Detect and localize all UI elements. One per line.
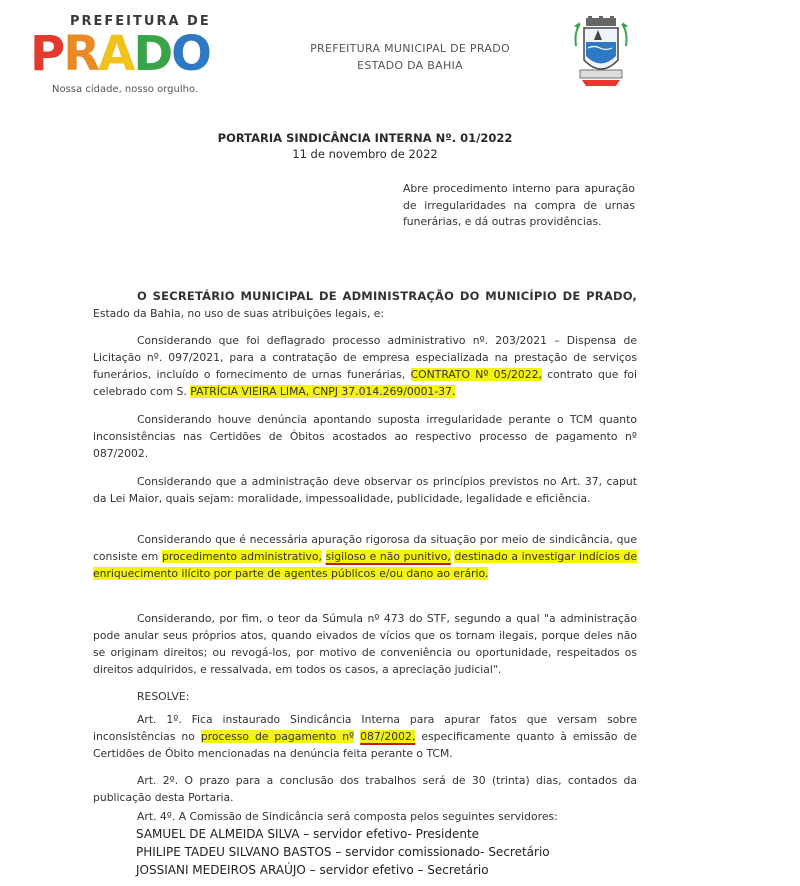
document-date: 11 de novembro de 2022 (292, 147, 438, 161)
highlight-payment-number: 087/2002, (360, 730, 416, 743)
intro-bold: O SECRETÁRIO MUNICIPAL DE ADMINISTRAÇÃO DO MUNICÍPIO DE PRADO, (137, 289, 637, 303)
paragraph-considering-4 (93, 531, 637, 582)
logo-letter: P (30, 26, 64, 82)
ementa: Abre procedimento interno para apuração de irregularidades na compra de urnas funerárias, e dá outras providências. (403, 182, 635, 228)
highlight-company: PATRÍCIA VIEIRA LIMA, CNPJ 37.014.269/0001-37. (190, 385, 456, 398)
c4-text-a: Considerando que é necessária apuração rigorosa da situação por meio de sindicância, que consiste em (93, 533, 637, 563)
paragraph-considering-5: Considerando, por fim, o teor da Súmula nº 473 do STF, segundo a qual "a administração pode anular seus próprios atos, quando eivados de vícios que os tornam ilegais, porque deles não se originam direitos; ou revogá-los, por motivo de conveniência ou oportunidade, respeitados os direitos adquiridos, e ressalvada, em todos os casos, a apreciação judicial". (93, 612, 637, 676)
paragraph-considering-3: Considerando que a administração deve observar os princípios previstos no Art. 37, caput da Lei Maior, quais sejam: moralidade, impessoalidade, publicidade, legalidade e eficiência. (93, 475, 637, 505)
article-4: Art. 4º. A Comissão de Sindicância será composta pelos seguintes servidores: (137, 810, 558, 823)
logo-wordmark (30, 28, 210, 80)
c1-text-a: Considerando que foi deflagrado processo administrativo nº. 203/2021 – Dispensa de Licitação nº. 097/2021, para a contratação de empresa especializada na prestação de serviços funerários, incluído o fornecimento de urnas funerárias, (93, 334, 637, 381)
highlight-payment-process: processo de pagamento nº (200, 730, 355, 743)
highlight-purpose: destinado a investigar indícios de enriquecimento ilícito por parte de agentes públicos e/ou dano ao erário. (93, 550, 637, 580)
intro-paragraph (93, 288, 637, 322)
document-title-block (200, 130, 530, 162)
committee-member: SAMUEL DE ALMEIDA SILVA – servidor efetivo- Presidente (136, 827, 480, 841)
logo-letter: O (171, 26, 210, 82)
art1-text-b: especificamente quanto à emissão de Certidões de Óbito mencionadas na denúncia feita perante o TCM. (93, 730, 638, 760)
paragraph-considering-2: Considerando houve denúncia apontando suposta irregularidade perante o TCM quanto inconsistências nas Certidões de Óbitos acostados ao respectivo processo de pagamento nº 087/2002. (93, 413, 637, 460)
document-title: PORTARIA SINDICÂNCIA INTERNA Nº. 01/2022 (217, 131, 513, 145)
paragraph-considering-1 (93, 332, 637, 400)
committee-member: JOSSIANI MEDEIROS ARAÚJO – servidor efetivo – Secretário (136, 863, 489, 877)
intro-rest: Estado da Bahia, no uso de suas atribuições legais, e: (93, 307, 384, 320)
logo-letter: A (98, 26, 134, 82)
c1-text-b: contrato que foi celebrado com S. (93, 368, 637, 398)
prado-logo (30, 14, 240, 100)
org-header (260, 40, 560, 74)
logo-tagline: Nossa cidade, nosso orgulho. (52, 84, 199, 95)
logo-letter: R (63, 26, 99, 82)
article-2: Art. 2º. O prazo para a conclusão dos trabalhos será de 30 (trinta) dias, contados da publicação desta Portaria. (93, 774, 637, 804)
logo-top-text: PREFEITURA DE (70, 14, 211, 29)
committee-member: PHILIPE TADEU SILVANO BASTOS – servidor comissionado- Secretário (136, 845, 550, 859)
article-1 (93, 711, 637, 762)
art1-text-a: Art. 1º. Fica instaurado Sindicância Interna para apurar fatos que versam sobre inconsistências no (93, 713, 637, 743)
highlight-contract: CONTRATO Nº 05/2022, (410, 368, 542, 381)
org-line2: ESTADO DA BAHIA (357, 59, 463, 72)
municipal-crest-icon (572, 16, 630, 88)
highlight-secret-nonpunitive: sigiloso e não punitivo, (325, 550, 451, 563)
org-line1: PREFEITURA MUNICIPAL DE PRADO (310, 42, 510, 55)
highlight-procedure: procedimento administrativo, (161, 550, 322, 563)
resolve-heading: RESOLVE: (137, 690, 190, 703)
logo-letter: D (133, 26, 172, 82)
